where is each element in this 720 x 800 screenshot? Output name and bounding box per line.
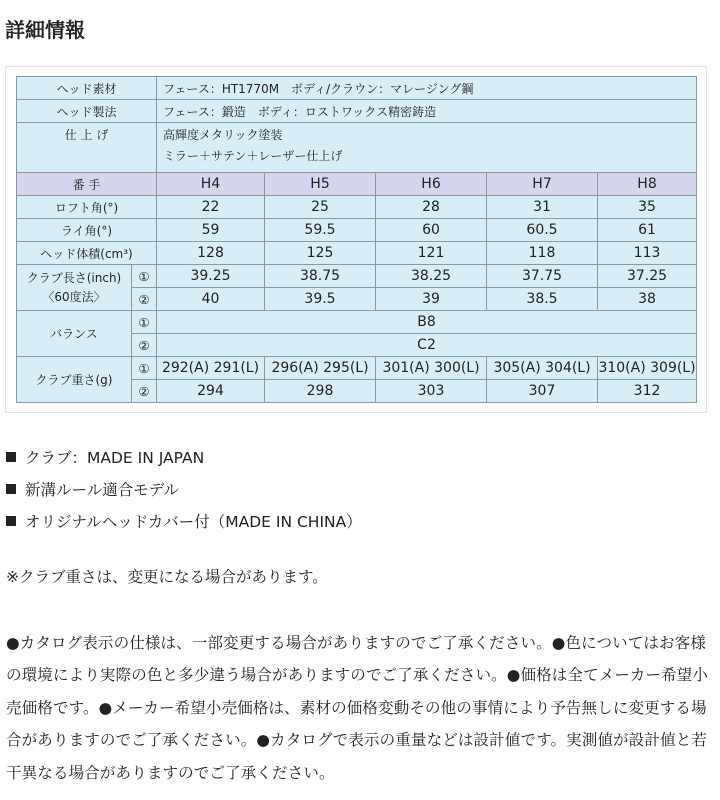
head-material-label: ヘッド素材 bbox=[17, 77, 157, 100]
number-label: 番 手 bbox=[17, 173, 157, 196]
length-cell: 38.25 bbox=[376, 265, 487, 288]
head-method-value: フェース：鍛造 ボディ：ロストワックス精密鋳造 bbox=[157, 100, 697, 123]
length-cell: 40 bbox=[157, 288, 265, 311]
length-label bbox=[17, 265, 132, 311]
list-item bbox=[6, 446, 716, 478]
balance-label: バランス bbox=[17, 311, 132, 357]
shaft-marker: ① bbox=[132, 357, 157, 380]
loft-cell: 28 bbox=[376, 196, 487, 219]
list-item-text: クラブ：MADE IN JAPAN bbox=[25, 449, 205, 467]
length-cell: 38.5 bbox=[487, 288, 598, 311]
weight-cell: 294 bbox=[157, 380, 265, 403]
disclaimer-text: ●カタログ表示の仕様は、一部変更する場合がありますのでご了承ください。●色についてはお客様の環境により実際の色と多少違う場合がありますのでご了承ください。●価格は全てメーカー希望小売価格です。●メーカー希望小売価格は、素材の価格変動その他の事情により予告無しに変更する場合がありますのでご了承ください。●カタログで表示の重量などは設計値です。実測値が設計値と若干異なる場合がありますのでご了承ください。 bbox=[6, 634, 708, 782]
lie-cell: 59 bbox=[157, 219, 265, 242]
model-cell: H7 bbox=[487, 173, 598, 196]
balance-row-1 bbox=[17, 311, 697, 334]
head-method-label: ヘッド製法 bbox=[17, 100, 157, 123]
length-cell: 39.25 bbox=[157, 265, 265, 288]
lie-cell: 60 bbox=[376, 219, 487, 242]
volume-label: ヘッド体積(cm³) bbox=[17, 242, 157, 265]
square-bullet-icon bbox=[6, 516, 16, 526]
length-cell: 37.25 bbox=[598, 265, 697, 288]
page-title: 詳細情報 bbox=[5, 18, 85, 42]
weight-cell: 305(A) 304(L) bbox=[487, 357, 598, 380]
model-cell: H8 bbox=[598, 173, 697, 196]
weight-row-1 bbox=[17, 357, 697, 380]
shaft-marker: ① bbox=[132, 311, 157, 334]
head-material-value: フェース：HT1770M ボディ/クラウン：マレージング鋼 bbox=[157, 77, 697, 100]
feature-list bbox=[6, 446, 716, 542]
model-cell: H4 bbox=[157, 173, 265, 196]
shaft-marker: ② bbox=[132, 334, 157, 357]
model-cell: H5 bbox=[265, 173, 376, 196]
lie-cell: 59.5 bbox=[265, 219, 376, 242]
finish-row bbox=[17, 123, 697, 173]
volume-cell: 121 bbox=[376, 242, 487, 265]
weight-cell: 298 bbox=[265, 380, 376, 403]
weight-cell: 301(A) 300(L) bbox=[376, 357, 487, 380]
weight-cell: 310(A) 309(L) bbox=[598, 357, 697, 380]
square-bullet-icon bbox=[6, 452, 16, 462]
list-item bbox=[6, 510, 716, 542]
lie-cell: 60.5 bbox=[487, 219, 598, 242]
loft-row bbox=[17, 196, 697, 219]
spec-card bbox=[5, 66, 707, 413]
balance-value: C2 bbox=[157, 334, 697, 357]
volume-cell: 118 bbox=[487, 242, 598, 265]
weight-cell: 307 bbox=[487, 380, 598, 403]
finish-line-1: 高輝度メタリック塗装 bbox=[163, 128, 283, 142]
spec-table bbox=[16, 76, 697, 403]
weight-cell: 296(A) 295(L) bbox=[265, 357, 376, 380]
loft-cell: 31 bbox=[487, 196, 598, 219]
length-cell: 38.75 bbox=[265, 265, 376, 288]
lie-cell: 61 bbox=[598, 219, 697, 242]
list-item-text: オリジナルヘッドカバー付（MADE IN CHINA） bbox=[25, 513, 362, 531]
loft-cell: 25 bbox=[265, 196, 376, 219]
balance-value: B8 bbox=[157, 311, 697, 334]
loft-label: ロフト角(°) bbox=[17, 196, 157, 219]
shaft-marker: ② bbox=[132, 380, 157, 403]
head-material-row bbox=[17, 77, 697, 100]
finish-value bbox=[157, 123, 697, 173]
finish-line-2: ミラー＋サテン＋レーザー仕上げ bbox=[163, 149, 343, 163]
weight-cell: 312 bbox=[598, 380, 697, 403]
square-bullet-icon bbox=[6, 484, 16, 494]
list-item-text: 新溝ルール適合モデル bbox=[25, 481, 179, 499]
length-label-line-2: 〈60度法〉 bbox=[42, 289, 106, 304]
length-row-1 bbox=[17, 265, 697, 288]
lie-label: ライ角(°) bbox=[17, 219, 157, 242]
loft-cell: 35 bbox=[598, 196, 697, 219]
length-label-line-1: クラブ長さ(inch) bbox=[26, 270, 122, 285]
list-item bbox=[6, 478, 716, 510]
volume-cell: 128 bbox=[157, 242, 265, 265]
volume-cell: 113 bbox=[598, 242, 697, 265]
weight-cell: 292(A) 291(L) bbox=[157, 357, 265, 380]
volume-cell: 125 bbox=[265, 242, 376, 265]
model-header-row bbox=[17, 173, 697, 196]
weight-label: クラブ重さ(g) bbox=[17, 357, 132, 403]
finish-label: 仕 上 げ bbox=[17, 123, 157, 173]
shaft-marker: ② bbox=[132, 288, 157, 311]
length-cell: 38 bbox=[598, 288, 697, 311]
length-cell: 37.75 bbox=[487, 265, 598, 288]
length-cell: 39.5 bbox=[265, 288, 376, 311]
head-method-row bbox=[17, 100, 697, 123]
weight-note: ※クラブ重さは、変更になる場合があります。 bbox=[6, 568, 328, 586]
shaft-marker: ① bbox=[132, 265, 157, 288]
lie-row bbox=[17, 219, 697, 242]
length-cell: 39 bbox=[376, 288, 487, 311]
model-cell: H6 bbox=[376, 173, 487, 196]
loft-cell: 22 bbox=[157, 196, 265, 219]
volume-row bbox=[17, 242, 697, 265]
weight-cell: 303 bbox=[376, 380, 487, 403]
